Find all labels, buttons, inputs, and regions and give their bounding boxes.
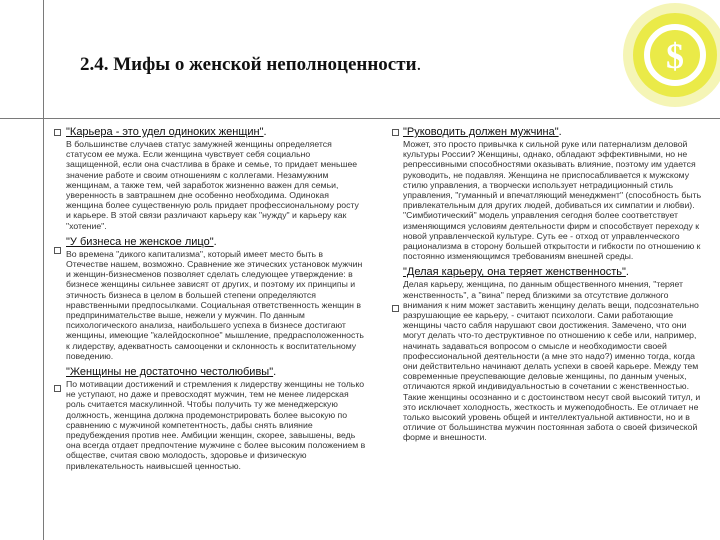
myth-section <box>403 126 703 261</box>
myth-text: В большинстве случаев статус замужней женщины определяется статусом ее мужа. Если женщина чувствует себя социально защищенной, если она счастлива в браке и семье, то придает меньшее значение работе и своим отношениям с коллегами. Незамужним женщинам, а также тем, чей заработок жизненно важен для семьи, уверенность в завтрашнем дне особенно необходима. Одинокая женщина более существенную роль придает профессиональному росту и карьере. В этой связи различают карьеру как "нужду" и карьеру как "хотение". <box>66 139 359 231</box>
myth-section <box>403 266 703 442</box>
myth-heading: "Женщины не достаточно честолюбивы". <box>66 366 277 379</box>
myth-section <box>66 366 366 471</box>
left-column <box>66 126 366 476</box>
myth-section <box>66 236 366 361</box>
myth-heading: "У бизнеса не женское лицо". <box>66 235 217 248</box>
title-divider <box>0 118 720 119</box>
bullet-marker <box>392 305 399 312</box>
myth-text: Может, это просто привычка к сильной руке или патернализм деловой культуры России? Женщины, однако, обладают эффективными, но не репрессивными способностями оказывать влияние, поэтому им удается руководить, не подавляя. Женщина не приспосабливается к мужскому стилю управления, а творчески использует нетрадиционный стиль управления, "гуманный и впечатляющий менеджмент" (способность быть привлекательным для других людей, добиваться их симпатии и любви). "Симбиотический" модель управления сегодня более соответствует изменяющимся условиям деятельности фирм и способствует переходу к новой управленческой культуре. Суть ее - отход от управленческого рационализма в сторону большей открытости и гибкости по отношению к постоянно изменяющимся требованиям внешней среды. <box>403 139 702 262</box>
myth-text: По мотивации достижений и стремления к лидерству женщины не только не уступают, но даже и превосходят мужчин, тем не менее лидерская роль считается маскулинной. Чтобы получить ту же менеджерскую должность, женщина должна продемонстрировать более высокую по сравнению с мужчиной компетентность, дабы снять влияние предубеждения против нее. Амбиции женщин, скорее, завышены, ведь она всегда отдает предпочтение мужчине с более высоким положением в обществе, считая свою молодость, здоровье и физическую привлекательность наивысшей ценностью. <box>66 379 366 471</box>
svg-text:$: $ <box>666 36 684 76</box>
dollar-medallion-icon <box>620 0 720 110</box>
bullet-marker <box>54 385 61 392</box>
myth-heading: "Карьера - это удел одиноких женщин". <box>66 126 267 138</box>
myth-heading: "Делая карьеру, она теряет женственность". <box>403 266 629 279</box>
myth-section <box>66 126 366 231</box>
right-column <box>403 126 703 448</box>
bullet-marker <box>54 129 61 136</box>
slide-title: 2.4. Мифы о женской неполноценности. <box>80 54 422 75</box>
myth-heading: "Руководить должен мужчина". <box>403 126 562 138</box>
bullet-marker <box>54 247 61 254</box>
left-vertical-rule <box>43 0 44 540</box>
myth-text: Делая карьеру, женщина, по данным общественного мнения, "теряет женственность", а "вина" перед близкими за отсутствие должного внимания к ним может заставить женщину делать вещи, подсознательно разрушающие ее карьеру, - считают психологи. Сами работающие женщины часто сабля нарушают свои достижения. Замечено, что они могут делать что-то деструктивное по отношению к себе или, например, начинать задаваться вопросом о смысле и необходимости своей профессиональной деятельности (а мне это надо?) именно тогда, когда они действительно начинают делать успехи в своей карьере. Между тем современные преуспевающие деловые женщины, по данным ученых, отличаются яркой индивидуальностью в сочетании с женственностью. Такие женщины осознанно и с достоинством несут свой высокий титул, и это исключает холодность, жесткость и мужеподобность. Ее отличает не только высокий уровень общей и интеллектуальной активности, но и в отличие от большинства мужчин постоянная забота о своей физической форме и внешности. <box>403 279 701 443</box>
myth-text: Во времена "дикого капитализма", который имеет место быть в Отечестве нашем, возможно. Сравнение же этических установок мужчин и женщин-бизнесменов позволяет сделать следующее утверждение: в бизнесе женщины сильнее зависят от других, и поэтому их принципы и этичность бизнеса в целом в большей степени определяются нравственными предпосылками. Социальная ответственность женщин в предпринимательстве выше, нежели у мужчин. По данным психологического анализа, наибольшего успеха в бизнесе достигают женщины, имеющие "калейдоскопное" мышление, предрасположенность к лидерству, адекватность самооценки и склонность к воспитательному поведению. <box>66 248 364 361</box>
bullet-marker <box>392 129 399 136</box>
